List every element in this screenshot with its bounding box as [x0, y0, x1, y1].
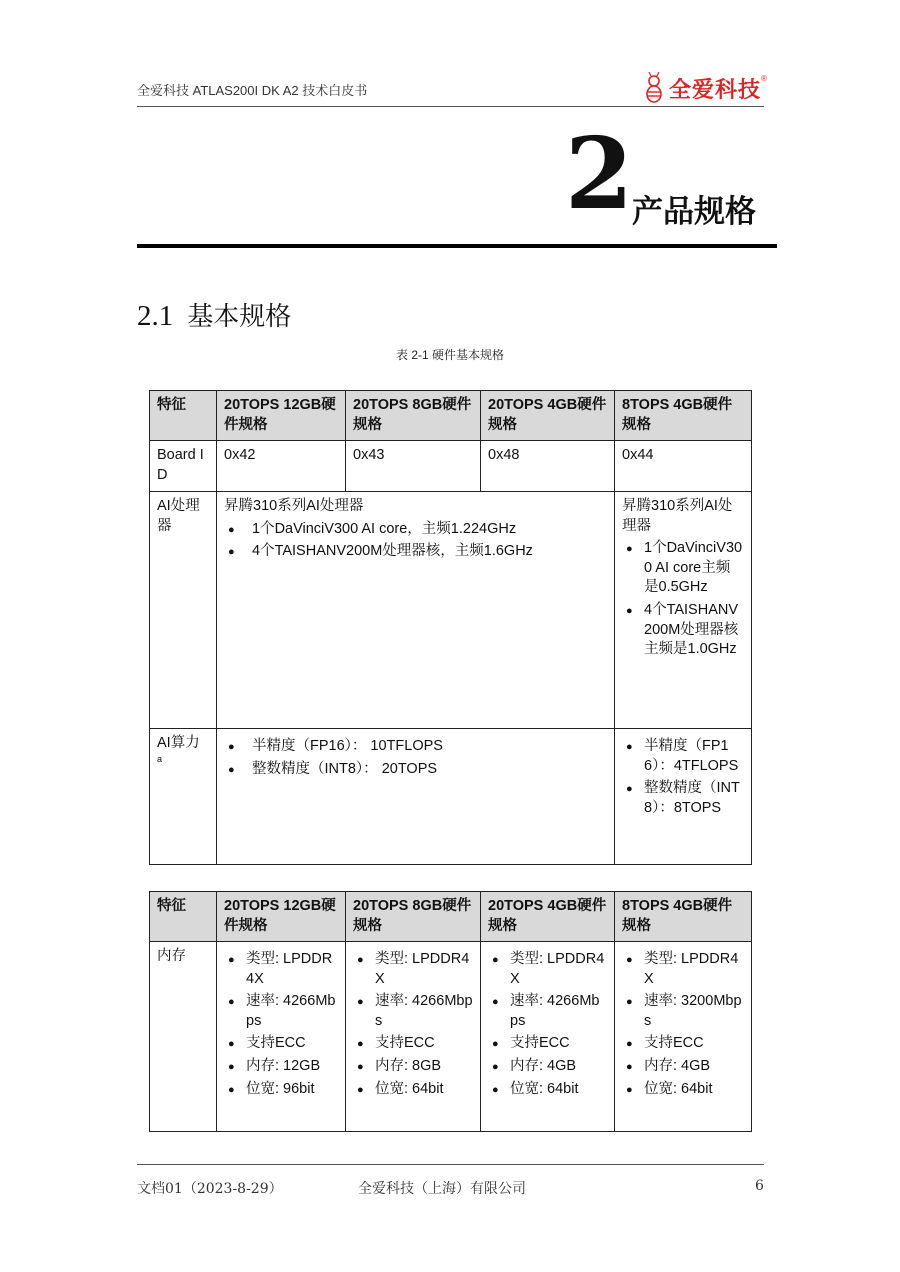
table-cell: [217, 492, 615, 729]
table-cell: [346, 942, 481, 1132]
list-item: ● 4个TAISHANV200M处理器核，主频1.6GHz: [224, 542, 607, 562]
chapter-rule: [137, 244, 777, 248]
bullet-list: [224, 520, 607, 562]
list-item: ● 整数精度（INT8）： 20TOPS: [224, 760, 607, 780]
list-item: ● 位宽: 64bit: [488, 1080, 607, 1100]
bullet-list: [224, 950, 338, 1099]
chapter-title: 产品规格: [632, 194, 756, 229]
table-cell: [615, 942, 752, 1132]
cell-intro: 昇腾310系列AI处理器: [622, 498, 733, 534]
list-item: ● 支持ECC: [353, 1034, 473, 1054]
list-item: ● 支持ECC: [622, 1034, 744, 1054]
footer-doc-version: 文档01（2023-8-29）: [137, 1181, 283, 1197]
list-item: ● 内存: 12GB: [224, 1057, 338, 1077]
company-logo: [643, 70, 767, 106]
list-item: ● 4个TAISHANV200M处理器核主频是1.0GHz: [622, 601, 744, 660]
header-cell: 20TOPS 8GB硬件规格: [346, 892, 481, 942]
list-item: ● 1个DaVinciV300 AI core，主频1.224GHz: [224, 520, 607, 540]
chapter-number: 2: [565, 117, 634, 232]
row-label-text: AI算力: [157, 735, 200, 752]
table-cell: [481, 942, 615, 1132]
table-row: [150, 942, 752, 1132]
table-cell: [615, 729, 752, 865]
table-cell: [217, 729, 615, 865]
row-label: [150, 729, 217, 865]
header-cell: 20TOPS 8GB硬件规格: [346, 391, 481, 441]
list-item: ● 内存: 4GB: [488, 1057, 607, 1077]
table-header-row: [150, 391, 752, 441]
row-label: AI处理器: [150, 492, 217, 729]
header-cell: 20TOPS 12GB硬件规格: [217, 391, 346, 441]
list-item: ● 位宽: 64bit: [622, 1080, 744, 1100]
table-row: [150, 441, 752, 492]
footer-company: 全爱科技（上海）有限公司: [358, 1181, 526, 1197]
list-item: ● 半精度（FP16）：4TFLOPS: [622, 737, 744, 776]
header-cell: 20TOPS 4GB硬件规格: [481, 391, 615, 441]
list-item: ● 位宽: 64bit: [353, 1080, 473, 1100]
list-item: ● 速率: 4266Mbps: [488, 992, 607, 1031]
header-cell: 8TOPS 4GB硬件规格: [615, 391, 752, 441]
bullet-list: [622, 539, 744, 659]
registered-mark: ®: [761, 74, 767, 83]
list-item: ● 速率: 4266Mbps: [353, 992, 473, 1031]
bullet-list: [353, 950, 473, 1099]
list-item: ● 速率: 4266Mbps: [224, 992, 338, 1031]
table-row: [150, 729, 752, 865]
cell-intro: 昇腾310系列AI处理器: [224, 498, 364, 515]
list-item: ● 支持ECC: [224, 1034, 338, 1054]
list-item: ● 类型: LPDDR4X: [488, 950, 607, 989]
list-item: ● 支持ECC: [488, 1034, 607, 1054]
row-label: Board ID: [150, 441, 217, 492]
header-cell: 8TOPS 4GB硬件规格: [615, 892, 752, 942]
list-item: ● 内存: 4GB: [622, 1057, 744, 1077]
table-cell: [217, 942, 346, 1132]
section-title: 基本规格: [187, 302, 292, 332]
header-cell: 20TOPS 4GB硬件规格: [481, 892, 615, 942]
list-item: ● 类型: LPDDR4X: [353, 950, 473, 989]
spec-table-2: [149, 891, 752, 1132]
header-title: 全爱科技 ATLAS200I DK A2 技术白皮书: [137, 83, 368, 98]
table-cell: [615, 492, 752, 729]
table-header-row: [150, 892, 752, 942]
list-item: ● 半精度（FP16）： 10TFLOPS: [224, 737, 607, 757]
table-cell: 0x43: [346, 441, 481, 492]
list-item: ● 类型: LPDDR4X: [224, 950, 338, 989]
footer-divider: [137, 1164, 764, 1165]
spec-table-1: [149, 390, 752, 865]
bullet-list: [224, 737, 607, 779]
list-item: ● 速率: 3200Mbps: [622, 992, 744, 1031]
table-cell: 0x42: [217, 441, 346, 492]
logo-text: 全爱科技: [669, 76, 762, 102]
bullet-list: [622, 950, 744, 1099]
footnote-marker: a: [157, 753, 163, 764]
list-item: ● 整数精度（INT8）：8TOPS: [622, 779, 744, 818]
list-item: ● 位宽: 96bit: [224, 1080, 338, 1100]
table-cell: 0x48: [481, 441, 615, 492]
bee-mascot-icon: [643, 72, 665, 104]
list-item: ● 1个DaVinciV300 AI core主频是0.5GHz: [622, 539, 744, 598]
row-label: 内存: [150, 942, 217, 1132]
header-cell: 特征: [150, 391, 217, 441]
bullet-list: [488, 950, 607, 1099]
header-cell: 20TOPS 12GB硬件规格: [217, 892, 346, 942]
table-cell: 0x44: [615, 441, 752, 492]
section-number: 2.1: [137, 300, 174, 332]
header-cell: 特征: [150, 892, 217, 942]
bullet-list: [622, 737, 744, 818]
list-item: ● 类型: LPDDR4X: [622, 950, 744, 989]
section-heading: [137, 296, 291, 333]
list-item: ● 内存: 8GB: [353, 1057, 473, 1077]
table-caption: 表 2-1 硬件基本规格: [395, 348, 504, 362]
page-number: 6: [755, 1178, 764, 1194]
table-row: [150, 492, 752, 729]
header-divider: [137, 106, 764, 107]
